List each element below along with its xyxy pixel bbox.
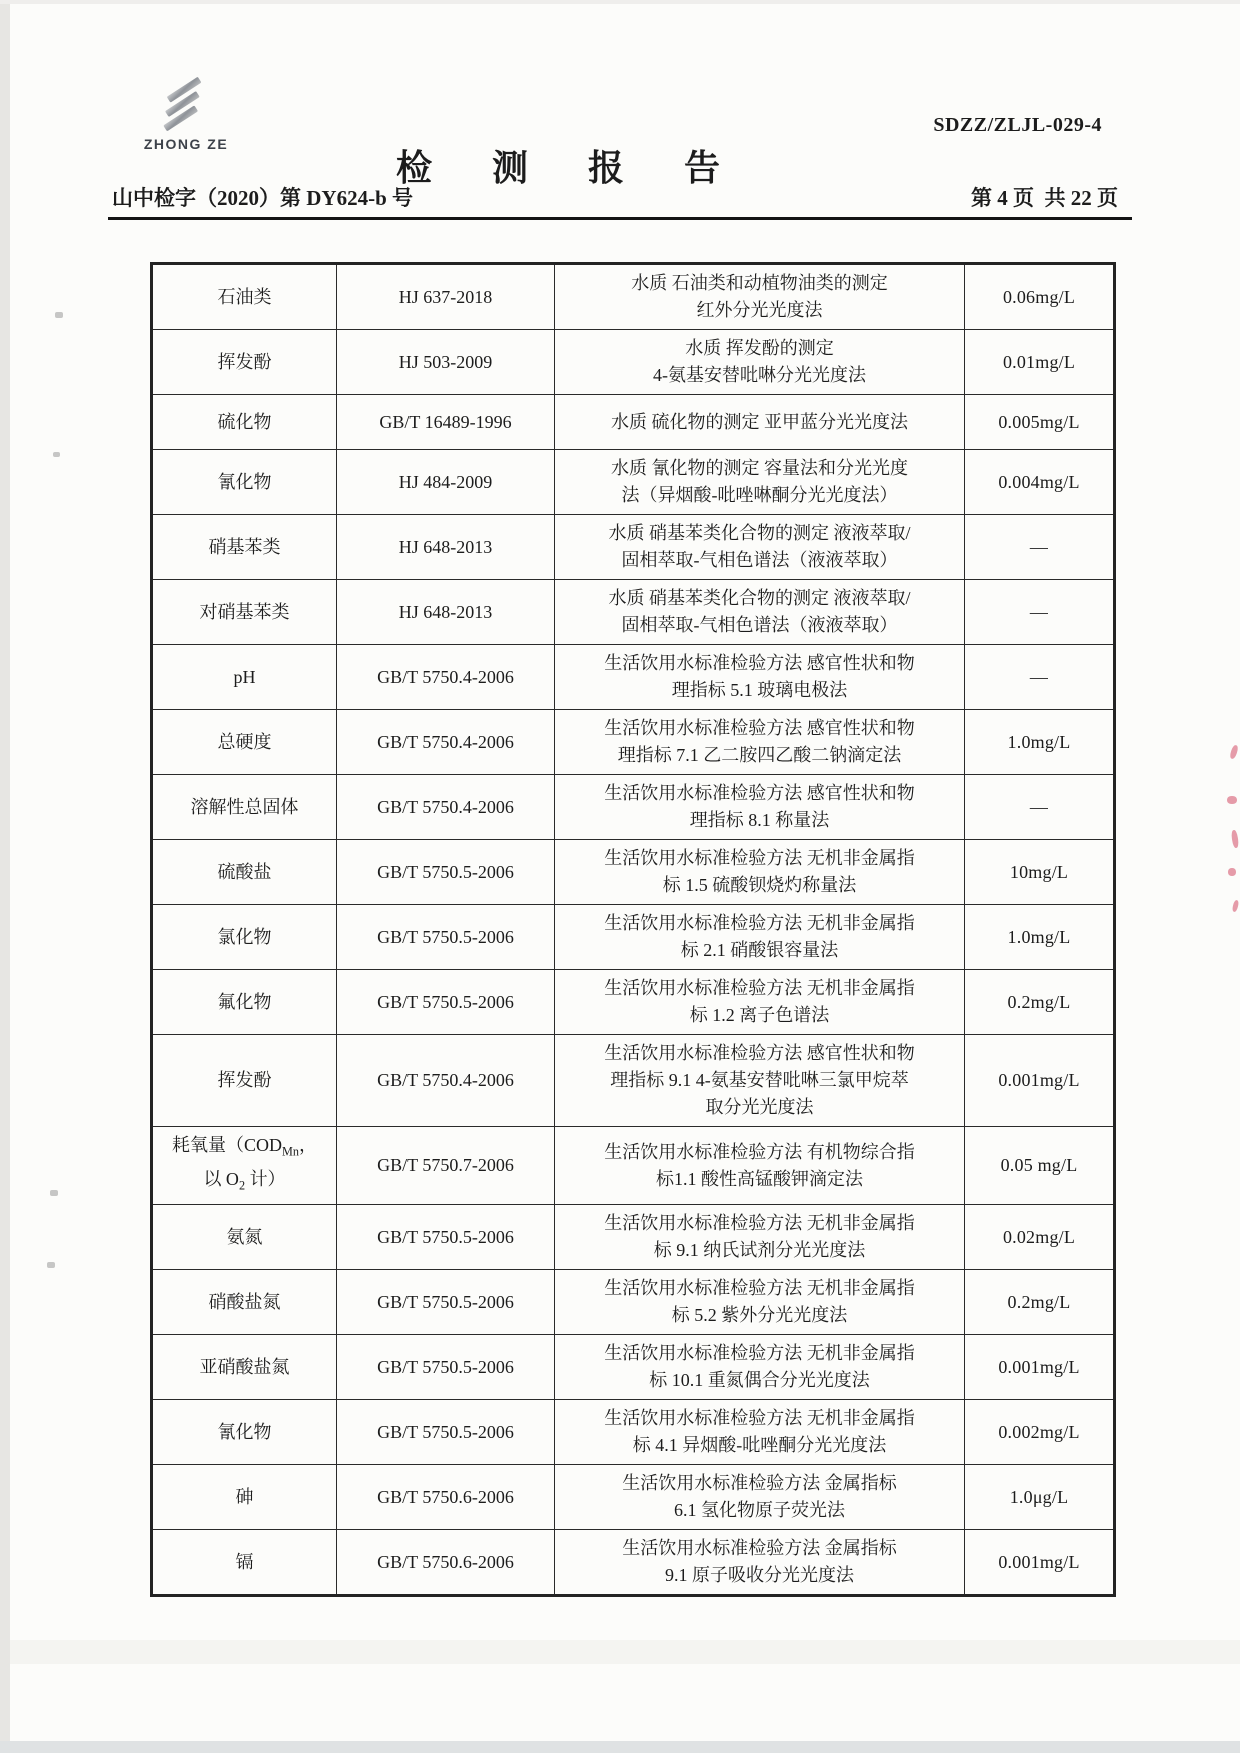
cell-param: 溶解性总固体 bbox=[152, 775, 337, 840]
cell-param: 对硝基苯类 bbox=[152, 580, 337, 645]
cell-limit: 0.001mg/L bbox=[965, 1335, 1115, 1400]
cell-method: 生活饮用水标准检验方法 无机非金属指 标 9.1 纳氏试剂分光光度法 bbox=[555, 1205, 965, 1270]
table-row bbox=[152, 645, 1115, 710]
cell-method: 水质 石油类和动植物油类的测定 红外分光光度法 bbox=[555, 264, 965, 330]
red-smudge-mark bbox=[1232, 900, 1240, 913]
pencil-speck bbox=[55, 312, 63, 318]
cell-method: 生活饮用水标准检验方法 感官性状和物 理指标 9.1 4-氨基安替吡啉三氯甲烷萃 取分光光度法 bbox=[555, 1035, 965, 1127]
table-row bbox=[152, 580, 1115, 645]
table-row bbox=[152, 1127, 1115, 1205]
cell-standard: HJ 637-2018 bbox=[337, 264, 555, 330]
cell-limit: — bbox=[965, 645, 1115, 710]
cell-limit: 0.001mg/L bbox=[965, 1035, 1115, 1127]
cell-param: 耗氧量（$COD_{Mn}$， 以 $O_2$ 计） bbox=[152, 1127, 337, 1205]
table-row bbox=[152, 395, 1115, 450]
cell-limit: 0.2mg/L bbox=[965, 970, 1115, 1035]
cell-standard: GB/T 5750.5-2006 bbox=[337, 840, 555, 905]
cell-standard: GB/T 5750.4-2006 bbox=[337, 710, 555, 775]
red-smudge-mark bbox=[1229, 744, 1239, 759]
cell-standard: GB/T 5750.4-2006 bbox=[337, 775, 555, 840]
page-title: 检 测 报 告 bbox=[395, 148, 734, 188]
cell-param: 硝基苯类 bbox=[152, 515, 337, 580]
cell-limit: — bbox=[965, 775, 1115, 840]
cell-method: 生活饮用水标准检验方法 无机非金属指 标 4.1 异烟酸-吡唑酮分光光度法 bbox=[555, 1400, 965, 1465]
logo-text: ZHONG ZE bbox=[143, 136, 229, 152]
cell-method: 生活饮用水标准检验方法 金属指标 9.1 原子吸收分光光度法 bbox=[555, 1530, 965, 1596]
cell-param: 亚硝酸盐氮 bbox=[152, 1335, 337, 1400]
cell-method: 生活饮用水标准检验方法 金属指标 6.1 氢化物原子荧光法 bbox=[555, 1465, 965, 1530]
cell-method: 生活饮用水标准检验方法 感官性状和物 理指标 7.1 乙二胺四乙酸二钠滴定法 bbox=[555, 710, 965, 775]
cell-limit: — bbox=[965, 580, 1115, 645]
cell-method: 生活饮用水标准检验方法 无机非金属指 标 1.2 离子色谱法 bbox=[555, 970, 965, 1035]
table-row bbox=[152, 450, 1115, 515]
table-row bbox=[152, 1465, 1115, 1530]
cell-limit: 0.005mg/L bbox=[965, 395, 1115, 450]
pencil-speck bbox=[53, 452, 60, 457]
scan-edge-bottom bbox=[0, 1741, 1240, 1753]
report-number: 山中检字（2020）第 DY624-b 号 bbox=[112, 186, 414, 210]
cell-param: 总硬度 bbox=[152, 710, 337, 775]
cell-method: 生活饮用水标准检验方法 无机非金属指 标 5.2 紫外分光光度法 bbox=[555, 1270, 965, 1335]
document-code: SDZZ/ZLJL-029-4 bbox=[933, 114, 1102, 136]
cell-limit: 0.002mg/L bbox=[965, 1400, 1115, 1465]
page-number-info: 第 4 页 共 22 页 bbox=[971, 186, 1118, 210]
table-row bbox=[152, 710, 1115, 775]
cell-standard: GB/T 5750.5-2006 bbox=[337, 1270, 555, 1335]
cell-param: 硫酸盐 bbox=[152, 840, 337, 905]
table-row bbox=[152, 775, 1115, 840]
cell-limit: 0.2mg/L bbox=[965, 1270, 1115, 1335]
pencil-speck bbox=[50, 1190, 58, 1196]
table-row bbox=[152, 1035, 1115, 1127]
cell-standard: GB/T 5750.7-2006 bbox=[337, 1127, 555, 1205]
cell-limit: 1.0μg/L bbox=[965, 1465, 1115, 1530]
cell-method: 水质 硝基苯类化合物的测定 液液萃取/ 固相萃取-气相色谱法（液液萃取） bbox=[555, 580, 965, 645]
table-row bbox=[152, 515, 1115, 580]
pencil-speck bbox=[47, 1262, 55, 1268]
cell-method: 生活饮用水标准检验方法 无机非金属指 标 2.1 硝酸银容量法 bbox=[555, 905, 965, 970]
table-row bbox=[152, 330, 1115, 395]
cell-param: 挥发酚 bbox=[152, 1035, 337, 1127]
cell-param: 石油类 bbox=[152, 264, 337, 330]
table-row bbox=[152, 1270, 1115, 1335]
cell-method: 水质 硫化物的测定 亚甲蓝分光光度法 bbox=[555, 395, 965, 450]
table-row bbox=[152, 264, 1115, 330]
cell-limit: 10mg/L bbox=[965, 840, 1115, 905]
cell-standard: GB/T 5750.5-2006 bbox=[337, 1335, 555, 1400]
scan-edge-left bbox=[0, 0, 10, 1753]
table-row bbox=[152, 905, 1115, 970]
cell-method: 生活饮用水标准检验方法 感官性状和物 理指标 8.1 称量法 bbox=[555, 775, 965, 840]
cell-param: 硝酸盐氮 bbox=[152, 1270, 337, 1335]
red-smudge-mark bbox=[1231, 830, 1239, 849]
cell-method: 生活饮用水标准检验方法 无机非金属指 标 1.5 硫酸钡烧灼称量法 bbox=[555, 840, 965, 905]
cell-standard: GB/T 5750.5-2006 bbox=[337, 970, 555, 1035]
cell-standard: GB/T 16489-1996 bbox=[337, 395, 555, 450]
cell-standard: GB/T 5750.4-2006 bbox=[337, 1035, 555, 1127]
cell-standard: GB/T 5750.6-2006 bbox=[337, 1530, 555, 1596]
cell-limit: 1.0mg/L bbox=[965, 905, 1115, 970]
cell-param: pH bbox=[152, 645, 337, 710]
cell-limit: 0.06mg/L bbox=[965, 264, 1115, 330]
cell-limit: 0.05 mg/L bbox=[965, 1127, 1115, 1205]
cell-standard: GB/T 5750.4-2006 bbox=[337, 645, 555, 710]
table-row bbox=[152, 1400, 1115, 1465]
zhongze-logo-icon bbox=[146, 74, 220, 136]
cell-param: 砷 bbox=[152, 1465, 337, 1530]
test-methods-table bbox=[150, 262, 1116, 1597]
table-row bbox=[152, 1530, 1115, 1596]
cell-limit: 0.004mg/L bbox=[965, 450, 1115, 515]
cell-limit: 0.01mg/L bbox=[965, 330, 1115, 395]
cell-limit: 0.02mg/L bbox=[965, 1205, 1115, 1270]
cell-standard: HJ 648-2013 bbox=[337, 580, 555, 645]
cell-param: 挥发酚 bbox=[152, 330, 337, 395]
red-smudge-mark bbox=[1227, 796, 1237, 804]
red-smudge-mark bbox=[1228, 868, 1236, 876]
report-table-body bbox=[152, 264, 1115, 1596]
cell-limit: 0.001mg/L bbox=[965, 1530, 1115, 1596]
cell-standard: GB/T 5750.6-2006 bbox=[337, 1465, 555, 1530]
cell-standard: GB/T 5750.5-2006 bbox=[337, 1400, 555, 1465]
cell-method: 生活饮用水标准检验方法 感官性状和物 理指标 5.1 玻璃电极法 bbox=[555, 645, 965, 710]
table-row bbox=[152, 840, 1115, 905]
cell-param: 硫化物 bbox=[152, 395, 337, 450]
scan-band bbox=[10, 1640, 1240, 1664]
table-row bbox=[152, 1205, 1115, 1270]
table-row bbox=[152, 970, 1115, 1035]
cell-limit: 1.0mg/L bbox=[965, 710, 1115, 775]
cell-param: 氨氮 bbox=[152, 1205, 337, 1270]
cell-standard: HJ 648-2013 bbox=[337, 515, 555, 580]
cell-method: 生活饮用水标准检验方法 无机非金属指 标 10.1 重氮偶合分光光度法 bbox=[555, 1335, 965, 1400]
cell-param: 氰化物 bbox=[152, 1400, 337, 1465]
cell-method: 水质 挥发酚的测定 4-氨基安替吡啉分光光度法 bbox=[555, 330, 965, 395]
cell-method: 生活饮用水标准检验方法 有机物综合指 标1.1 酸性高锰酸钾滴定法 bbox=[555, 1127, 965, 1205]
cell-standard: GB/T 5750.5-2006 bbox=[337, 905, 555, 970]
cell-method: 水质 氰化物的测定 容量法和分光光度 法（异烟酸-吡唑啉酮分光光度法） bbox=[555, 450, 965, 515]
scan-edge-top bbox=[0, 0, 1240, 4]
cell-standard: HJ 484-2009 bbox=[337, 450, 555, 515]
cell-param: 氟化物 bbox=[152, 970, 337, 1035]
header-rule bbox=[108, 217, 1132, 220]
cell-param: 镉 bbox=[152, 1530, 337, 1596]
cell-param: 氯化物 bbox=[152, 905, 337, 970]
cell-method: 水质 硝基苯类化合物的测定 液液萃取/ 固相萃取-气相色谱法（液液萃取） bbox=[555, 515, 965, 580]
table-row bbox=[152, 1335, 1115, 1400]
cell-standard: GB/T 5750.5-2006 bbox=[337, 1205, 555, 1270]
cell-limit: — bbox=[965, 515, 1115, 580]
cell-param: 氰化物 bbox=[152, 450, 337, 515]
cell-standard: HJ 503-2009 bbox=[337, 330, 555, 395]
